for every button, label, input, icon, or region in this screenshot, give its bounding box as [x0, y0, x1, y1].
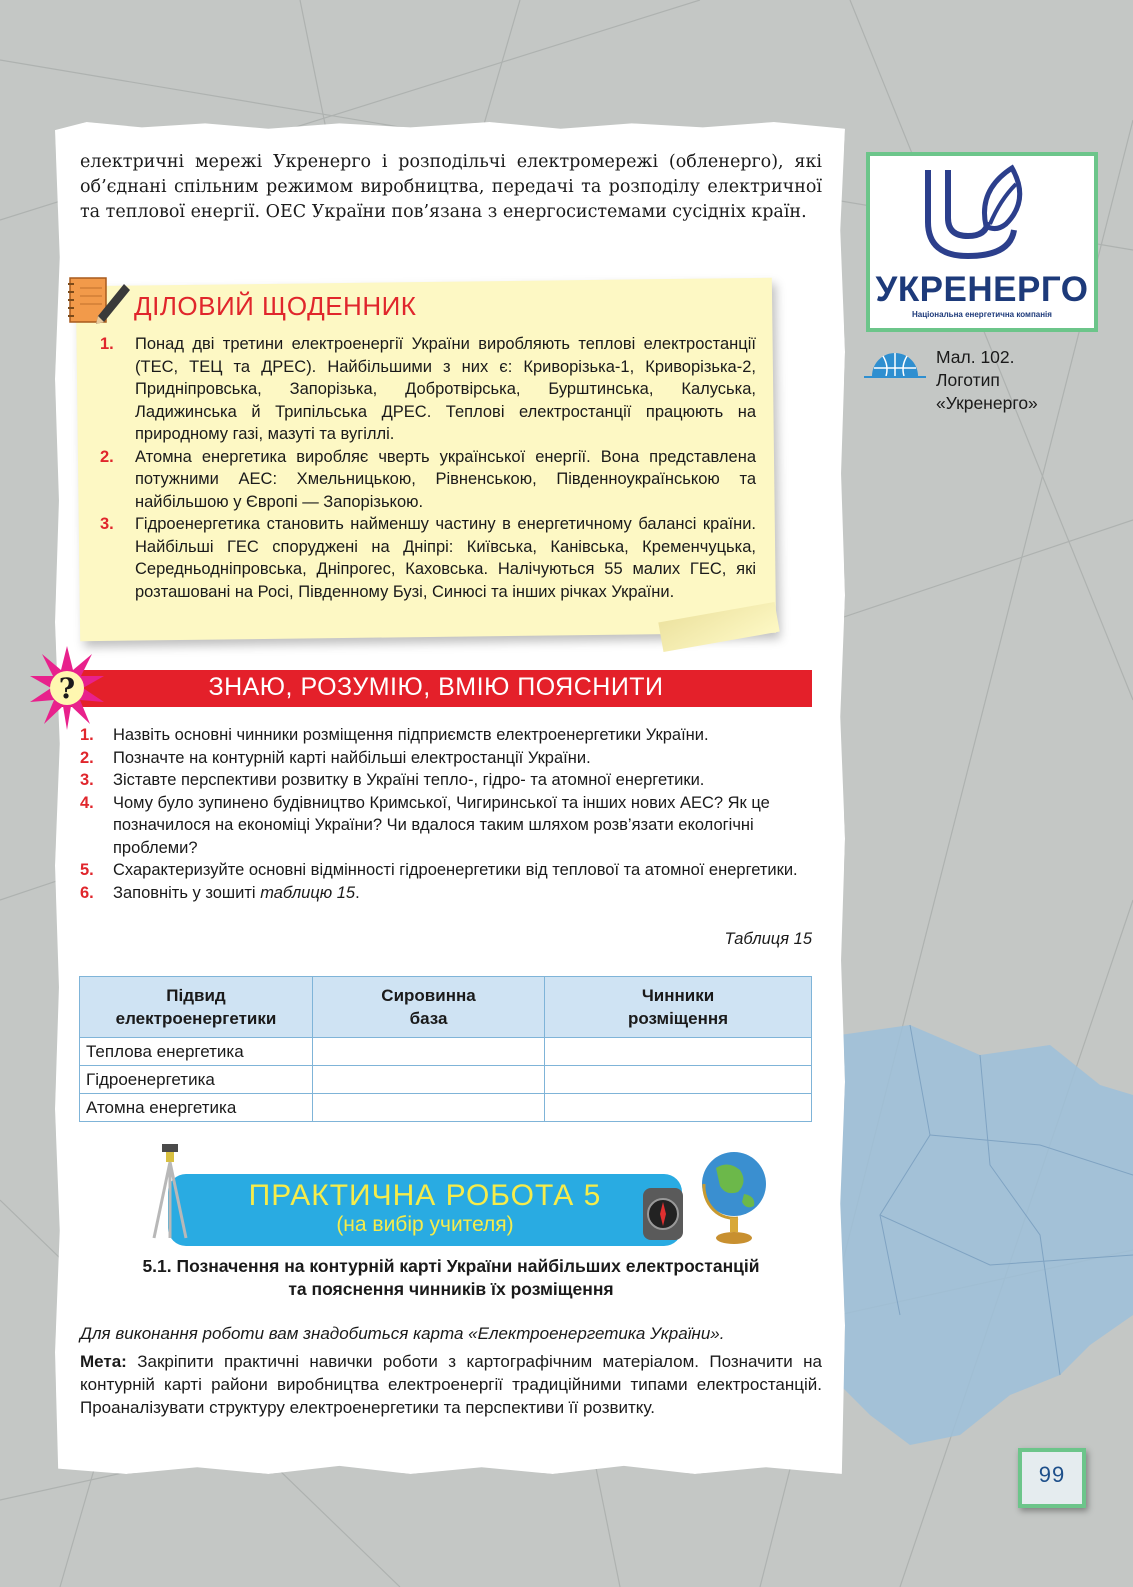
table-header-cell — [545, 977, 812, 1038]
questions-list — [80, 724, 822, 904]
section-heading — [80, 1255, 822, 1301]
question-item — [80, 882, 822, 905]
section-heading-line: 5.1. Позначення на контурній карті України найбільших електростанцій — [142, 1256, 760, 1276]
table-cell: Теплова енергетика — [80, 1038, 313, 1066]
table-header-row — [80, 977, 812, 1038]
question-text: Зіставте перспективи розвитку в Україні тепло-, гідро- та атомної енергетики. — [113, 771, 705, 789]
ukrenergo-logo-mark — [920, 160, 1040, 264]
table-cell — [313, 1066, 545, 1094]
section-heading-line: та пояснення чинників їх розміщення — [288, 1279, 614, 1299]
figure-caption — [936, 346, 1086, 415]
goal-paragraph — [80, 1350, 822, 1419]
table-cell — [313, 1094, 545, 1122]
table-cell — [545, 1038, 812, 1066]
question-text-italic: таблицю 15 — [260, 883, 356, 902]
header-line: база — [409, 1009, 448, 1028]
diary-item — [100, 513, 756, 603]
diary-item-number: 1. — [100, 335, 114, 353]
question-item — [80, 769, 822, 792]
table-15 — [79, 976, 812, 1122]
question-text-plain: Заповніть у зошиті — [113, 883, 261, 902]
question-item — [80, 724, 822, 747]
table-cell: Гідроенергетика — [80, 1066, 313, 1094]
question-text: Назвіть основні чинники розміщення підприємств електроенергетики України. — [113, 726, 709, 744]
goal-text: Закріпити практичні навички роботи з картографічним матеріалом. Позначити на контурній карті райони виробництва електроенергії традиційними типами електростанцій. Проаналізувати структуру електроенергетики та перспективи її розвитку. — [80, 1352, 822, 1417]
table-row — [80, 1038, 812, 1066]
table-header-cell — [313, 977, 545, 1038]
header-line: електроенергетики — [115, 1009, 277, 1028]
logo-name: УКРЕНЕРГО — [875, 270, 1089, 309]
question-burst-icon — [30, 646, 104, 730]
figure-caption-line: Логотип — [936, 370, 1000, 390]
globe-caption-icon — [864, 346, 926, 378]
notebook-pen-icon — [68, 272, 132, 326]
diary-item-number: 2. — [100, 447, 114, 466]
diary-item-text: Атомна енергетика виробляє чверть української енергії. Вона представлена потужними АЕС: Хмельницькою, Рівненською, Південноукраїнською та найбільшою у Європі — Запорізькою. — [135, 447, 756, 511]
table-cell — [545, 1094, 812, 1122]
question-number: 3. — [80, 771, 94, 789]
diary-title: ДІЛОВИЙ ЩОДЕННИК — [134, 291, 417, 321]
table-row — [80, 1094, 812, 1122]
question-mark: ? — [58, 672, 76, 705]
diary-item-text: Понад дві третини електроенергії України виробляють теплові електростанції (ТЕС, ТЕЦ та ДРЕС). Найбільшими з них є: Криворізька-1, Криворізька-2, Придніпровська, Запорізька, Добротвірська, Бурштинська, Калуська, Ладижинська й Трипільська ДРЕС. Теплові електростанції працюють на природному газі, мазуті та вугіллі. — [135, 335, 756, 443]
header-line: Підвид — [166, 986, 226, 1005]
question-number: 1. — [80, 726, 94, 744]
question-number: 2. — [80, 748, 94, 767]
goal-label: Мета: — [80, 1352, 127, 1371]
requirement-text: Для виконання роботи вам знадобиться карта «Електроенергетика України». — [80, 1324, 725, 1343]
diary-item-number: 3. — [100, 515, 114, 533]
question-number: 6. — [80, 883, 94, 902]
intro-paragraph: електричні мережі Укренерго і розподільчі електромережі (обленерго), які об’єднані спільним режимом виробництва, передачі та розподілу електричної та теплової енергії. ОЕС України пов’язана з енергосистемами сусідніх країн. — [80, 152, 822, 222]
header-line: Сировинна — [381, 986, 476, 1005]
question-number: 4. — [80, 793, 94, 812]
header-line: розміщення — [627, 1009, 729, 1028]
tripod-icon — [150, 1144, 190, 1240]
question-text: Схарактеризуйте основні відмінності гідроенергетики від теплової та атомної енергетики. — [113, 861, 798, 879]
figure-caption-line: Мал. 102. — [936, 347, 1015, 367]
figure-caption-line: «Укренерго» — [936, 393, 1038, 413]
table-cell — [545, 1066, 812, 1094]
table-cell — [313, 1038, 545, 1066]
header-line: Чинники — [641, 986, 715, 1005]
question-text-end: . — [355, 883, 360, 902]
diary-item — [100, 333, 756, 446]
diary-item-text: Гідроенергетика становить найменшу частину в енергетичному балансі країни. Найбільші ГЕС споруджені на Дніпрі: Київська, Канівська, Кременчуцька, Середньодніпровська, Дніпрогес, Каховська. Налічуються 55 малих ГЕС, які розташовані на Росі, Південному Бузі, Синюсі та інших річках України. — [135, 515, 756, 601]
logo-tagline: Національна енергетична компанія — [912, 310, 1052, 319]
page-number: 99 — [1038, 1462, 1066, 1487]
question-item — [80, 747, 822, 770]
know-section-title: ЗНАЮ, РОЗУМІЮ, ВМІЮ ПОЯСНИТИ — [208, 673, 664, 701]
table-caption: Таблиця 15 — [724, 930, 812, 948]
diary-item — [100, 446, 756, 514]
table-cell: Атомна енергетика — [80, 1094, 313, 1122]
globe-icon — [698, 1146, 768, 1246]
table-row — [80, 1066, 812, 1094]
question-item — [80, 859, 822, 882]
practical-title: ПРАКТИЧНА РОБОТА 5 — [248, 1179, 602, 1212]
question-item — [80, 792, 822, 860]
diary-list — [100, 333, 756, 603]
practical-subtitle: (на вибір учителя) — [336, 1213, 514, 1236]
question-text: Позначте на контурній карті найбільші електростанції України. — [113, 748, 591, 767]
table-header-cell — [80, 977, 313, 1038]
question-text: Чому було зупинено будівництво Кримської, Чигиринської та інших нових АЕС? Як це позначилося на економіці України? Чи вдалося таким шляхом розв’язати екологічні проблеми? — [113, 793, 770, 857]
question-number: 5. — [80, 861, 94, 879]
